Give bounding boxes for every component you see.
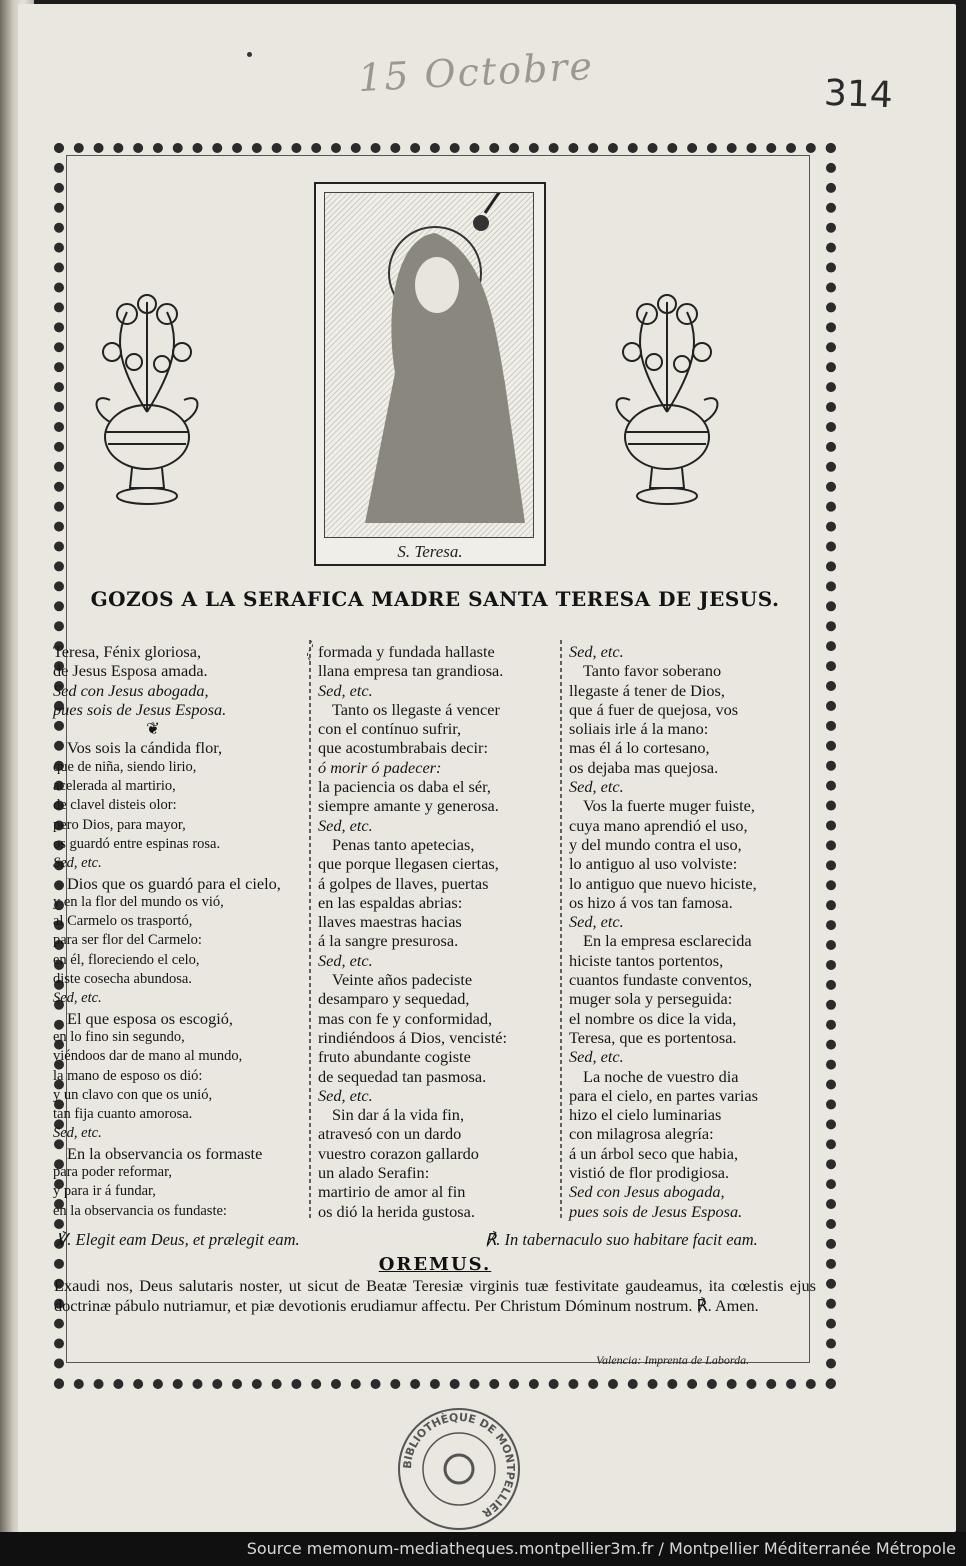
verse-line: acelerada al martirio, xyxy=(53,778,176,795)
verse-line: siempre amante y generosa. xyxy=(318,796,499,816)
verse-line: muger sola y perseguida: xyxy=(569,989,733,1009)
verse-line: al Carmelo os trasportó, xyxy=(53,913,193,930)
verse-line: y un clavo con que os unió, xyxy=(53,1086,213,1103)
ornament-divider-icon: ❦ xyxy=(146,719,160,739)
verse-line: de Jesus Esposa amada. xyxy=(53,661,208,681)
verse-line: Dios que os guardó para el cielo, xyxy=(67,873,281,893)
verse-line: Sed con Jesus abogada, xyxy=(569,1182,725,1202)
column-separator-1 xyxy=(305,640,315,1220)
verse-line: á la sangre presurosa. xyxy=(318,931,459,951)
verse-line: vuestro corazon gallardo xyxy=(318,1143,479,1163)
verse-line: Sed, etc. xyxy=(569,777,624,797)
verse-line: soliais irle á la mano: xyxy=(569,719,709,739)
flower-vase-left-icon xyxy=(82,292,212,522)
verse-line: En la observancia os formaste xyxy=(67,1143,263,1163)
verse-line: que de niña, siendo lirio, xyxy=(53,758,197,775)
versicle: ℣. Elegit eam Deus, et prælegit eam. xyxy=(56,1230,300,1249)
verse-line: Penas tanto apetecias, xyxy=(332,834,475,854)
verse-line: Tanto os llegaste á vencer xyxy=(332,699,500,719)
verse-column-3 xyxy=(569,642,809,1221)
verse-line: rindiéndoos á Dios, vencisté: xyxy=(318,1027,508,1047)
verse-line: lo antiguo que nuevo hiciste, xyxy=(569,873,757,893)
verse-line: Sed, etc. xyxy=(53,990,102,1007)
verse-line: El que esposa os escogió, xyxy=(67,1008,233,1028)
verse-line: Teresa, Fénix gloriosa, xyxy=(53,642,202,661)
verse-line: llana empresa tan grandiosa. xyxy=(318,661,504,681)
verse-line: Sed, etc. xyxy=(569,1047,624,1067)
verse-line: Vos la fuerte muger fuiste, xyxy=(583,796,755,816)
verse-line: para el cielo, en partes varias xyxy=(569,1085,758,1105)
verse-line: cuantos fundaste conventos, xyxy=(569,970,753,990)
verse-line: y del mundo contra el uso, xyxy=(569,834,742,854)
verse-line: atravesó con un dardo xyxy=(318,1124,462,1144)
verse-line: Sed con Jesus abogada, xyxy=(53,680,209,700)
verse-line: Sin dar á la vida fin, xyxy=(332,1105,465,1125)
ink-dot xyxy=(247,52,252,57)
verse-line: pues sois de Jesus Esposa. xyxy=(569,1201,743,1221)
library-stamp xyxy=(394,1404,524,1534)
verse-line: desamparo y sequedad, xyxy=(318,989,470,1009)
stamp-text: BIBLIOTHÈQUE DE MONTPELLIER xyxy=(400,1410,518,1520)
verse-line: La noche de vuestro dia xyxy=(583,1066,739,1086)
verse-line: pues sois de Jesus Esposa. xyxy=(53,699,227,719)
verse-line: en las espaldas abrias: xyxy=(318,892,463,912)
verse-line: Sed, etc. xyxy=(569,642,624,661)
oremus-heading: OREMUS. xyxy=(378,1254,492,1275)
saint-figure-icon xyxy=(325,193,533,537)
verse-line: Sed, etc. xyxy=(53,1125,102,1142)
verse-line: os dejaba mas quejosa. xyxy=(569,757,719,777)
verse-line: Teresa, que es portentosa. xyxy=(569,1027,737,1047)
verse-line: para poder reformar, xyxy=(53,1164,172,1181)
verse-line: con el contínuo sufrir, xyxy=(318,719,462,739)
verse-line: hizo el cielo luminarias xyxy=(569,1105,722,1125)
handwritten-page-number: 314 xyxy=(823,72,894,117)
verse-line: os dió la herida gustosa. xyxy=(318,1201,475,1221)
verse-line: Vos sois la cándida flor, xyxy=(67,738,223,758)
verse-line: martirio de amor al fin xyxy=(318,1182,466,1202)
verse-line: viéndoos dar de mano al mundo, xyxy=(53,1048,243,1065)
verse-line: en lo fino sin segundo, xyxy=(53,1028,185,1045)
verse-line: el nombre os dice la vida, xyxy=(569,1008,737,1028)
document-page xyxy=(18,4,956,1532)
source-credit-bar: Source memonum-mediatheques.montpellier3m.fr / Montpellier Méditerranée Métropole xyxy=(0,1532,966,1566)
verse-column-2 xyxy=(318,642,558,1221)
verse-line: la mano de esposo os dió: xyxy=(53,1067,203,1084)
verse-line: Sed, etc. xyxy=(318,680,373,700)
verse-line: en la observancia os fundaste: xyxy=(53,1202,227,1219)
verse-line: ó morir ó padecer: xyxy=(318,757,442,777)
saint-teresa-woodcut xyxy=(314,182,546,566)
verse-line: que á fuer de quejosa, vos xyxy=(569,699,739,719)
verse-line: Veinte años padeciste xyxy=(332,970,473,990)
printer-imprint: Valencia: Imprenta de Laborda. xyxy=(596,1353,750,1367)
verse-line: hiciste tantos portentos, xyxy=(569,950,724,970)
verse-line: pero Dios, para mayor, xyxy=(53,816,186,833)
verse-line: Sed, etc. xyxy=(318,1085,373,1105)
verse-line: lo antiguo al uso volviste: xyxy=(569,854,738,874)
verse-line: mas él á lo cortesano, xyxy=(569,738,710,758)
column-separator-2 xyxy=(556,640,566,1220)
prayer-text: Exaudi nos, Deus salutaris noster, ut sicut de Beatæ Teresiæ virginis tuæ festivitate gaudeamus, ita cœlestis ejus doctrinæ pábulo nutriamur, et piæ devotionis erudiamur affectu. Per Christum Dóminum nostrum. ℟. Amen. xyxy=(54,1276,816,1315)
verse-line: á un árbol seco que habia, xyxy=(569,1143,739,1163)
verse-line: y en la flor del mundo os vió, xyxy=(53,893,224,910)
verse-line: que porque llegasen ciertas, xyxy=(318,854,499,874)
verse-line: fruto abundante cogiste xyxy=(318,1047,471,1067)
verse-line: que acostumbrabais decir: xyxy=(318,738,488,758)
verse-line: tan fija cuanto amorosa. xyxy=(53,1106,193,1123)
verse-line: de sequedad tan pasmosa. xyxy=(318,1066,487,1086)
woodcut-image xyxy=(324,192,534,538)
verse-line: En la empresa esclarecida xyxy=(583,931,752,951)
verse-column-1 xyxy=(53,642,303,1221)
verse-line: cuya mano aprendió el uso, xyxy=(569,815,748,835)
verse-line: un alado Serafin: xyxy=(318,1163,430,1183)
verse-line: llaves maestras hacias xyxy=(318,912,462,932)
svg-text:BIBLIOTHÈQUE DE MONTPELLIER xyxy=(401,1411,517,1520)
verse-line: en él, floreciendo el celo, xyxy=(53,951,200,968)
verse-line: con milagrosa alegría: xyxy=(569,1124,714,1144)
portrait-caption: S. Teresa. xyxy=(397,542,463,561)
verse-line: Sed, etc. xyxy=(318,950,373,970)
verse-line: Tanto favor soberano xyxy=(583,661,722,681)
verse-line: la paciencia os daba el sér, xyxy=(318,777,491,797)
verse-line: os guardó entre espinas rosa. xyxy=(53,835,221,852)
verse-line: Sed, etc. xyxy=(53,855,102,872)
verse-line: Sed, etc. xyxy=(569,912,624,932)
verse-line: Sed, etc. xyxy=(318,815,373,835)
page-title: GOZOS A LA SERAFICA MADRE SANTA TERESA DE JESUS. xyxy=(90,587,780,611)
verse-line: para ser flor del Carmelo: xyxy=(53,932,202,949)
flower-vase-right-icon xyxy=(602,292,732,522)
verse-line: llegaste á tener de Dios, xyxy=(569,680,725,700)
verse-line: mas con fe y conformidad, xyxy=(318,1008,493,1028)
verse-line: formada y fundada hallaste xyxy=(318,642,495,661)
verse-line: á golpes de llaves, puertas xyxy=(318,873,489,893)
verse-line: os hizo á vos tan famosa. xyxy=(569,892,733,912)
verse-line: diste cosecha abundosa. xyxy=(53,971,192,988)
verse-line: vistió de flor prodigiosa. xyxy=(569,1163,730,1183)
handwritten-date-note: 15 Octobre xyxy=(357,43,595,101)
verse-line: de clavel disteis olor: xyxy=(53,797,177,814)
response: ℟. In tabernaculo suo habitare facit eam. xyxy=(485,1230,758,1249)
verse-line: y para ir á fundar, xyxy=(53,1183,156,1200)
